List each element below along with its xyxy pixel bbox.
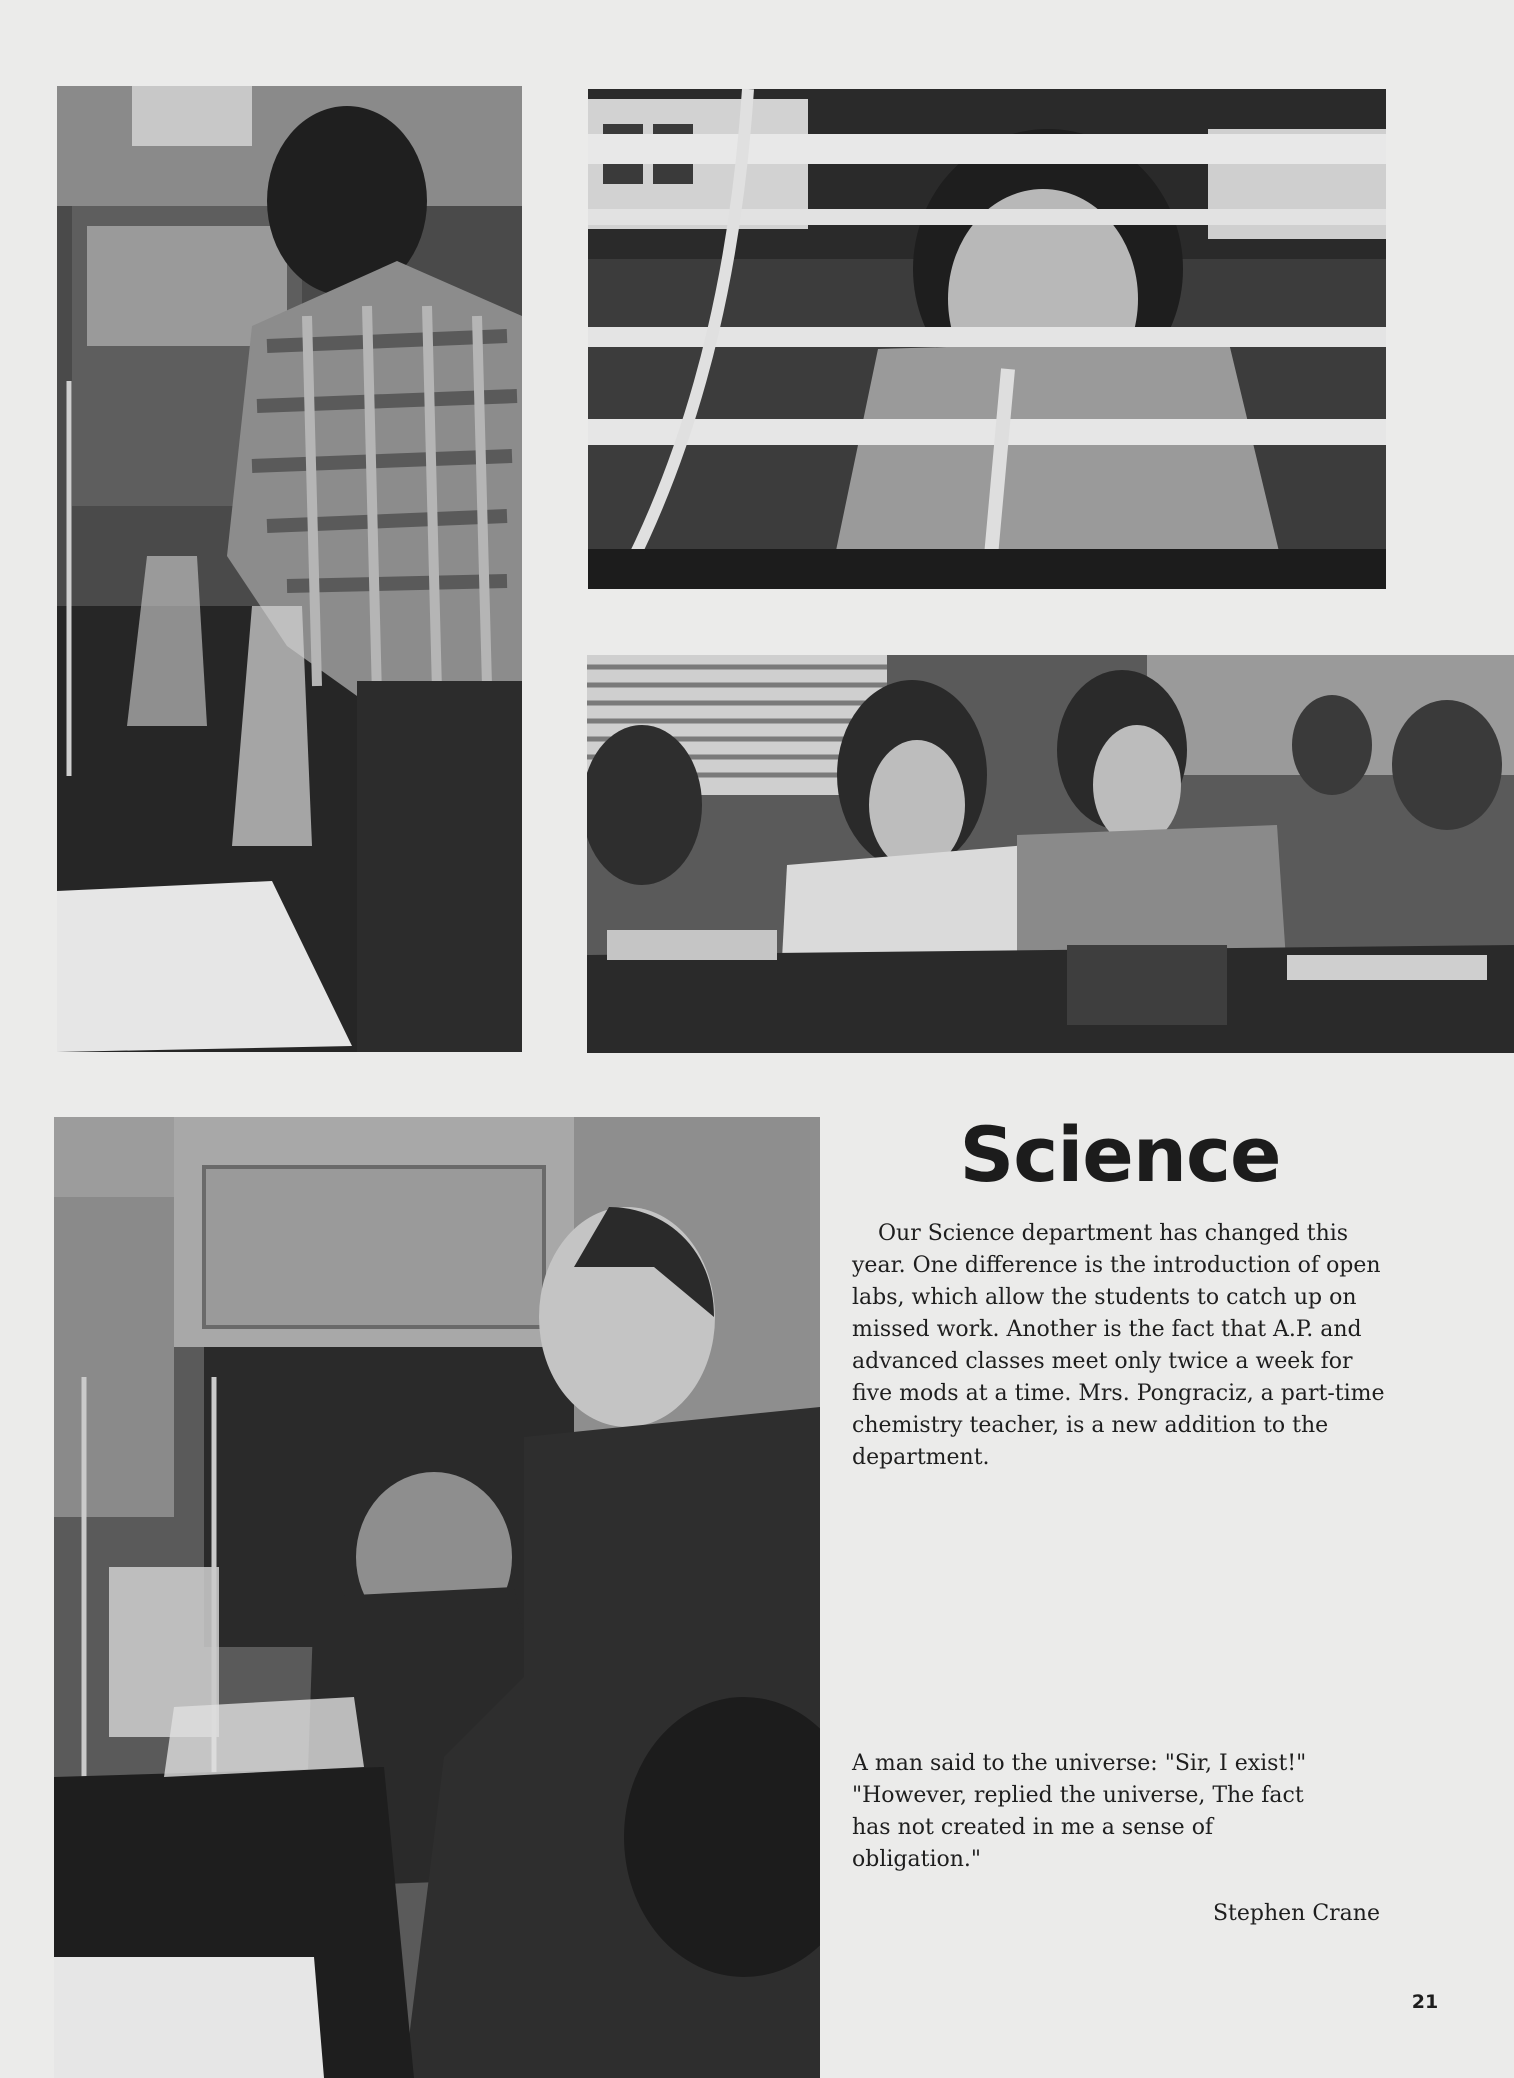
stephen-crane-quote xyxy=(852,1748,1386,1876)
quote-line: "However, replied the universe, The fact xyxy=(852,1783,1304,1808)
photo-student-with-flasks xyxy=(57,86,522,1052)
quote-line: A man said to the universe: "Sir, I exist!" xyxy=(852,1751,1307,1776)
page-title: Science xyxy=(959,1110,1281,1199)
quote-line: has not created in me a sense of xyxy=(852,1815,1214,1840)
quote-line: obligation." xyxy=(852,1847,982,1872)
photo-student-with-glass-tubing xyxy=(588,89,1386,589)
quote-attribution: Stephen Crane xyxy=(1212,1901,1380,1926)
photo-students-in-classroom xyxy=(587,655,1514,1053)
science-department-paragraph: Our Science department has changed this year. One difference is the introduction of open labs, which allow the students to catch up on missed work. Another is the fact that A.P. and advanced classes meet only twice a week for five mods at a time. Mrs. Pongraciz, a part-time chemistry teacher, is a new addition to the department. xyxy=(852,1221,1385,1470)
photo-teacher-with-students xyxy=(54,1117,820,2078)
page-number: 21 xyxy=(1411,1991,1439,2013)
